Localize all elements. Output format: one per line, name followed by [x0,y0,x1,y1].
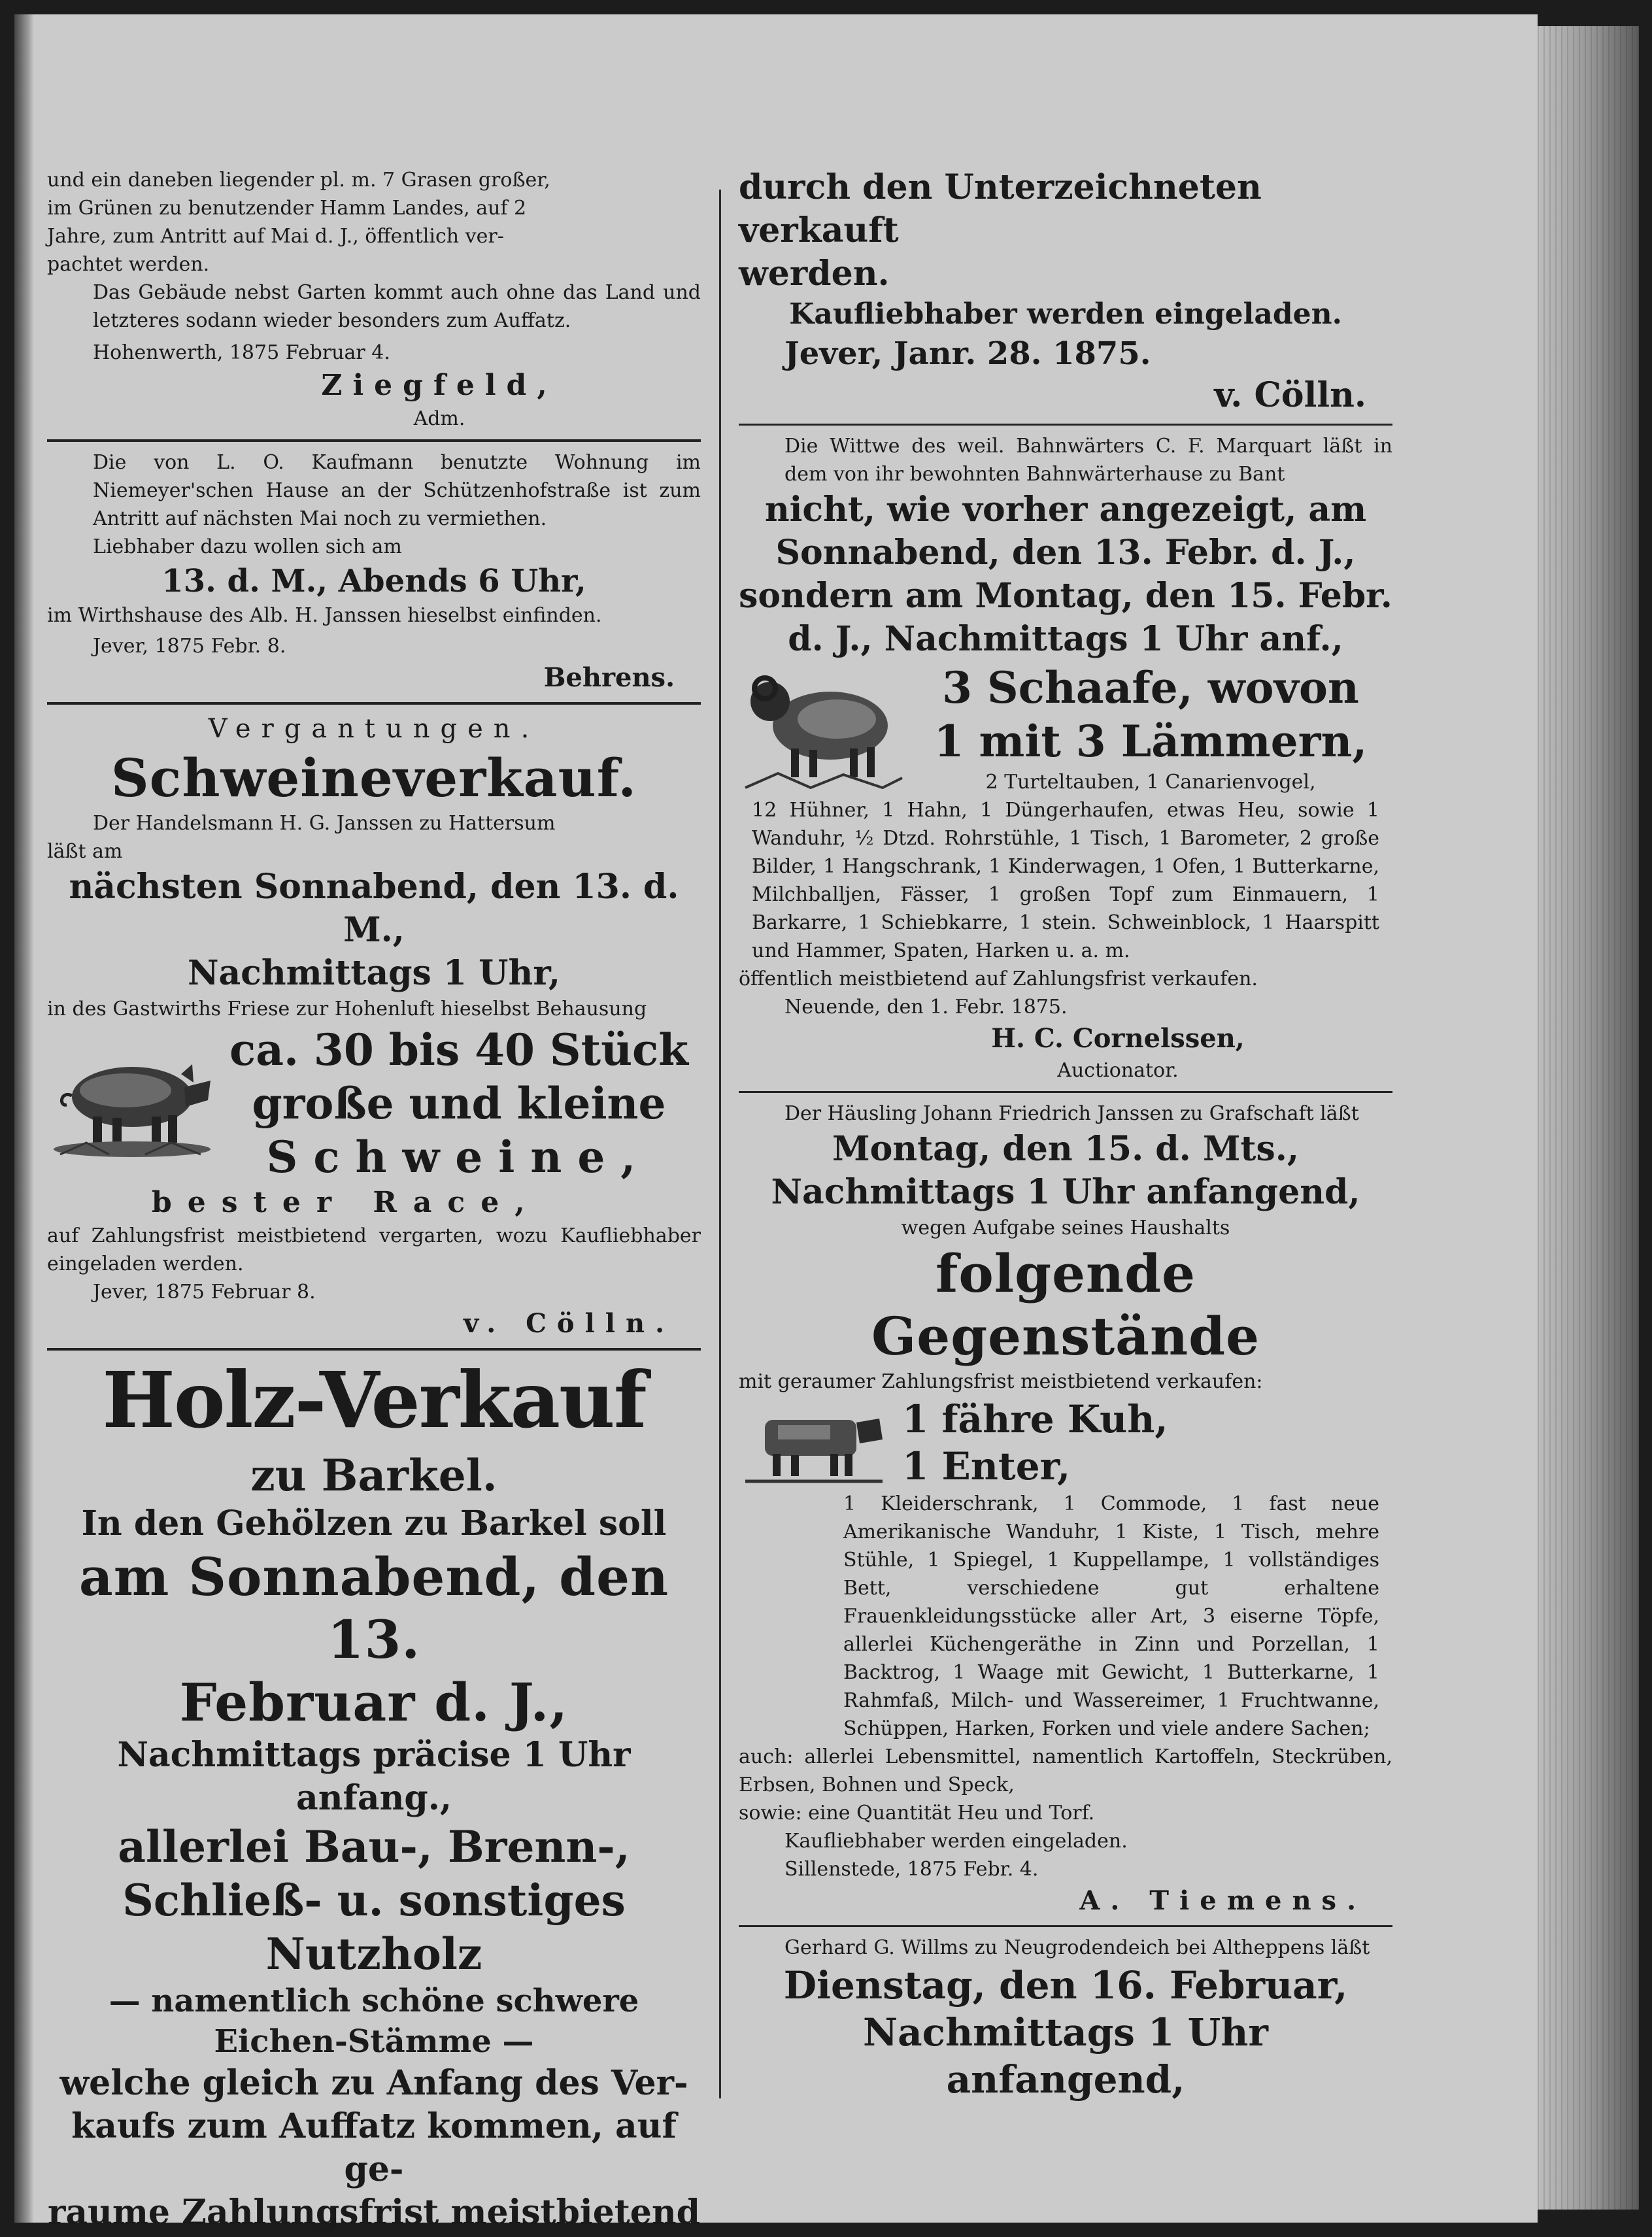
divider [47,439,701,442]
ad-line: werden. [739,254,890,294]
ad-wohnung-vermiethen [47,448,701,696]
ad-title: Holz-Verkauf [102,1354,646,1445]
place-date: Sillenstede, 1875 Febr. 4. [784,1858,1039,1881]
ad-kinds: große und kleine [252,1078,666,1129]
signer: Ziegfeld, [321,369,558,402]
ad-marquart-bant [739,432,1392,1085]
ad-line: Sonnabend, den 13. Febr. d. J., [775,533,1356,573]
ad-item: 3 Schaafe, wovon [942,662,1359,713]
ad-line: im Grünen zu benutzender Hamm Landes, auf 2 [47,197,527,220]
ad-invite: Kaufliebhaber werden eingeladen. [784,1830,1128,1853]
ad-item: 1 Enter, [902,1444,1071,1489]
ad-paragraph: Das Gebäude nebst Garten kommt auch ohne das Land und letzteres sodann wieder besonders zum Auffatz. [93,281,701,332]
ad-hohenwerth-lease [47,166,701,433]
ad-note: Eichen-Stämme — [214,2023,534,2060]
sheep-offer-text [909,661,1392,796]
ad-time: Nachmittags präcise 1 Uhr anfang., [117,1735,631,1818]
ad-terms: öffentlich meistbietend auf Zahlungsfrist verkaufen. [739,967,1258,990]
ad-note: — namentlich schöne schwere [109,1983,639,2019]
right-column [739,166,1392,2210]
ad-date: Dienstag, den 16. Februar, [783,1963,1348,2008]
sheep-illustration [739,664,909,794]
ad-line: In den Gehölzen zu Barkel soll [81,1504,667,1543]
ad-count: ca. 30 bis 40 Stück [229,1024,688,1075]
ad-title: folgende Gegenstände [871,1243,1260,1367]
ad-time: 13. d. M., Abends 6 Uhr, [161,563,586,599]
ad-also: auch: allerlei Lebensmittel, namentlich Kartoffeln, Steckrüben, Erbsen, Bohnen und Speck, [739,1745,1392,1796]
ad-place: zu Barkel. [250,1450,497,1501]
ad-line: pachtet werden. [47,253,210,276]
place-date: Jever, 1875 Febr. 8. [93,635,286,658]
ad-line: Jahre, zum Antritt auf Mai d. J., öffentlich ver- [47,225,504,248]
signer: v. Cölln. [1214,375,1366,415]
ad-item: 1 fähre Kuh, [902,1397,1168,1441]
ad-time: Nachmittags 1 Uhr, [187,953,561,993]
page-stack-edge [1538,26,1639,2210]
ad-paragraph: Der Häusling Johann Friedrich Janssen zu Grafschaft läßt [784,1102,1359,1125]
place-date: Jever, Janr. 28. 1875. [784,335,1151,372]
ad-wood: Schließ- u. sonstiges Nutzholz [122,1875,626,1979]
ad-line: nicht, wie vorher angezeigt, am [764,490,1367,530]
pig-offer-text [217,1023,701,1184]
divider [47,702,701,705]
book-spine [14,14,34,2223]
divider [739,1925,1392,1927]
divider [739,424,1392,426]
signer: Behrens. [543,662,675,693]
ad-reason: wegen Aufgabe seines Haushalts [901,1217,1230,1239]
ad-line: welche gleich zu Anfang des Ver- [59,2063,688,2103]
ad-date: nächsten Sonnabend, den 13. d. M., [69,867,679,950]
ad-line: läßt am [47,840,123,863]
signer: A. Tiemens. [1079,1885,1366,1916]
left-column [47,166,701,2232]
ad-date: Februar d. J., [179,1672,569,1733]
cow-offer-text [889,1396,1392,1490]
place-date: Jever, 1875 Februar 8. [93,1281,316,1304]
ad-paragraph: Gerhard G. Willms zu Neugrodendeich bei Altheppens läßt [784,1936,1370,1959]
ad-line: und ein daneben liegender pl. m. 7 Grasen großer, [47,169,550,192]
place-date: Neuende, den 1. Febr. 1875. [784,996,1068,1018]
signer: H. C. Cornelssen, [991,1023,1245,1054]
ad-line: Der Handelsmann H. G. Janssen zu Hattersum [93,812,556,835]
ad-willms-neugrodendeich [739,1934,1392,2103]
ad-time: Nachmittags 1 Uhr anfangend, [863,2010,1268,2102]
ad-paragraph: im Wirthshause des Alb. H. Janssen hieselbst einfinden. [47,604,602,627]
ad-title: Schweineverkauf. [110,747,637,809]
ad-item: 1 mit 3 Lämmern, [934,716,1368,767]
section-heading: Vergantungen. [208,714,540,744]
ad-line: durch den Unterzeichneten verkauft [739,167,1262,250]
ad-line: raume Zahlungsfrist meistbietend [47,2193,701,2232]
ad-paragraph: Die Wittwe des weil. Bahnwärters C. F. Marquart läßt in dem von ihr bewohnten Bahnwärterhause zu Bant [784,435,1392,486]
sheep-offer [739,661,1392,796]
signer-title: Adm. [413,407,465,430]
signer: v. Cölln. [464,1308,675,1339]
ad-items: 1 Kleiderschrank, 1 Commode, 1 fast neue Amerikanische Wanduhr, 1 Kiste, 1 Tisch, mehre Stühle, 1 Spiegel, 1 Kuppellampe, 1 vollständiges Bett, verschiedene gut erhaltene Frauenkleidungsstücke aller Art, 3 eiserne Töpfe, allerlei Küchengeräthe in Zinn und Porzellan, 1 Backtrog, 1 Waage mit Gewicht, 1 Butterkarne, 1 Rahmfaß, Milch- und Wassereimer, 1 Fruchtwanne, Schüppen, Harken, Forken und viele andere Sachen; [843,1492,1379,1740]
ad-date: am Sonnabend, den 13. [78,1546,669,1670]
ad-date: Montag, den 15. d. Mts., [832,1129,1299,1169]
ad-time: Nachmittags 1 Uhr anfangend, [771,1172,1360,1212]
ad-item: Schweine, [266,1132,652,1183]
divider [47,1348,701,1351]
ad-holz-verkauf [47,1354,701,2234]
cow-illustration [739,1400,889,1485]
newspaper-page [14,14,1538,2232]
divider [739,1091,1392,1093]
ad-line: kaufs zum Auffatz kommen, auf ge- [71,2106,677,2189]
ad-schweineverkauf [47,711,701,1341]
place-date: Hohenwerth, 1875 Februar 4. [93,341,390,364]
ad-items: 12 Hühner, 1 Hahn, 1 Düngerhaufen, etwas Heu, sowie 1 Wanduhr, ½ Dtzd. Rohrstühle, 1 Tisch, 1 Barometer, 2 große Bilder, 1 Hangschrank, 1 Kinderwagen, 1 Ofen, 1 Butterkarne, Milchballjen, Fässer, 1 großen Topf zum Einmauern, 1 Barkarre, 1 Schiebkarre, 1 stein. Schweinblock, 1 Haarspitt und Hammer, Spaten, Harken u. a. m. [752,799,1379,962]
column-rule [719,190,721,2098]
ad-location: in des Gastwirths Friese zur Hohenluft hieselbst Behausung [47,998,647,1020]
ad-terms: mit geraumer Zahlungsfrist meistbietend verkaufen: [739,1370,1263,1393]
ad-quality: bester Race, [152,1186,541,1219]
ad-line: Liebhaber dazu wollen sich am [93,535,402,558]
ad-also: sowie: eine Quantität Heu und Torf. [739,1802,1095,1825]
pig-offer [47,1023,701,1184]
signer-title: Auctionator. [1057,1059,1179,1082]
ad-item: 2 Turteltauben, 1 Canarienvogel, [985,771,1316,794]
ad-wood: allerlei Bau-, Brenn-, [118,1821,630,1872]
ad-line: d. J., Nachmittags 1 Uhr anf., [788,619,1343,659]
ad-jever-verkauf [739,166,1392,417]
ad-janssen-grafschaft [739,1100,1392,1919]
cow-offer [739,1396,1392,1490]
ad-terms: auf Zahlungsfrist meistbietend vergarten, wozu Kaufliebhaber eingeladen werden. [47,1224,701,1275]
pig-illustration [47,1045,217,1162]
ad-line: Kaufliebhaber werden eingeladen. [789,297,1342,331]
ad-paragraph: Die von L. O. Kaufmann benutzte Wohnung im Niemeyer'schen Hause an der Schützenhofstraße ist zum Antritt auf nächsten Mai noch zu vermiethen. [93,451,701,530]
ad-line: sondern am Montag, den 15. Febr. [739,576,1392,616]
